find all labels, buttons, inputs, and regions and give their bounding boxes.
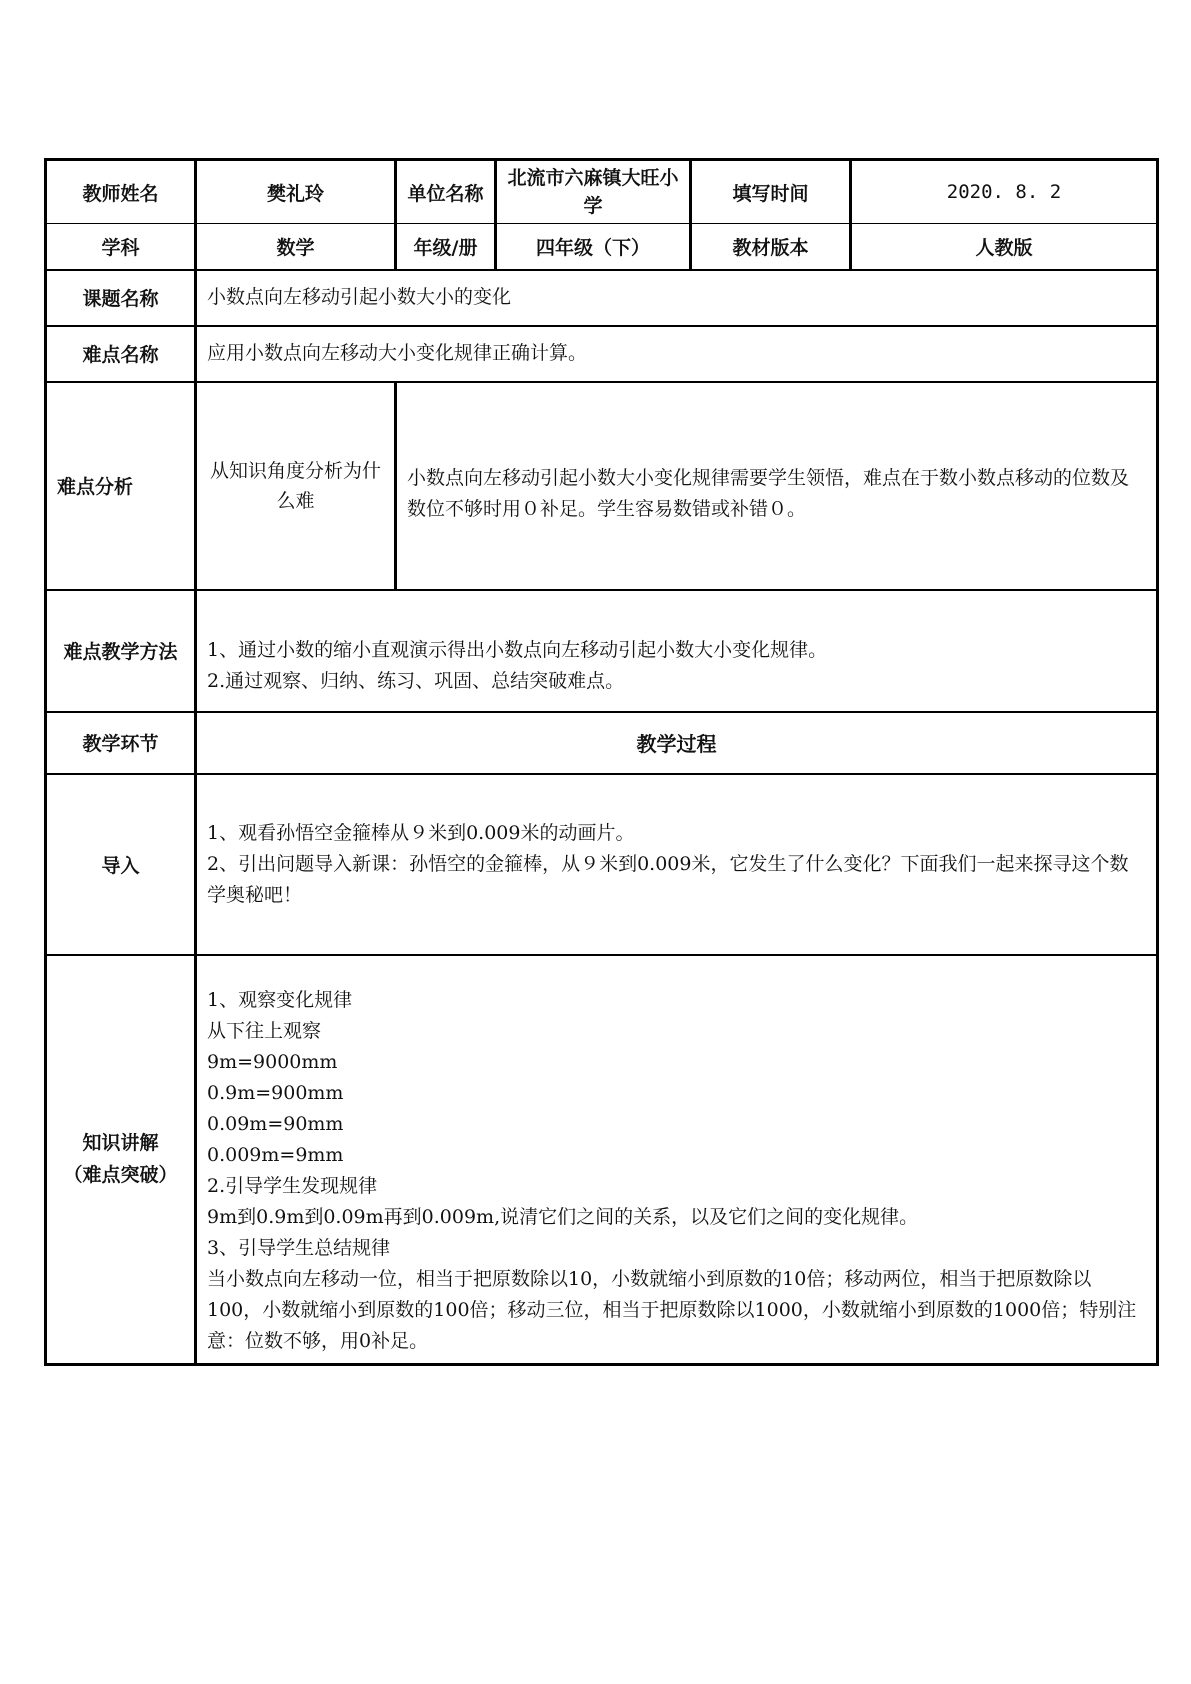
header-row-1 <box>46 160 1158 224</box>
knowledge-line: 当小数点向左移动一位，相当于把原数除以10，小数就缩小到原数的10倍；移动两位，相当于把原数除以100，小数就缩小到原数的100倍；移动三位，相当于把原数除以1000，小数就缩小到原数的1000倍；特别注意：位数不够，用0补足。 <box>207 1268 1137 1352</box>
intro-line: 1、观看孙悟空金箍棒从９米到0.009米的动画片。 <box>207 821 635 844</box>
knowledge-label-line2: （难点突破） <box>63 1164 178 1187</box>
knowledge-line: 0.09m=90mm <box>207 1113 344 1135</box>
knowledge-line: 3、引导学生总结规律 <box>207 1237 391 1259</box>
lesson-plan-table <box>44 158 1159 1366</box>
intro-label: 导入 <box>46 774 196 955</box>
method-label: 难点教学方法 <box>46 590 196 712</box>
method-line: 2.通过观察、归纳、练习、巩固、总结突破难点。 <box>207 669 625 692</box>
knowledge-line: 0.9m=900mm <box>207 1082 344 1104</box>
knowledge-label <box>46 955 196 1365</box>
knowledge-line: 0.009m=9mm <box>207 1144 344 1166</box>
process-title: 教学过程 <box>196 712 1158 774</box>
knowledge-line: 从下往上观察 <box>207 1020 322 1042</box>
knowledge-line: 9m=9000mm <box>207 1051 338 1073</box>
topic-label: 课题名称 <box>46 270 196 326</box>
intro-row <box>46 774 1158 955</box>
method-content <box>196 590 1158 712</box>
knowledge-line: 1、观察变化规律 <box>207 989 353 1011</box>
analysis-sub-label: 从知识角度分析为什么难 <box>196 382 396 590</box>
edition-value: 人教版 <box>851 224 1158 270</box>
unit-value: 北流市六麻镇大旺小学 <box>496 160 691 224</box>
teacher-label: 教师姓名 <box>46 160 196 224</box>
difficulty-row <box>46 326 1158 382</box>
analysis-row <box>46 382 1158 590</box>
grade-label: 年级/册 <box>396 224 496 270</box>
lesson-plan-document <box>44 158 1156 1366</box>
knowledge-label-line1: 知识讲解 <box>82 1132 159 1155</box>
edition-label: 教材版本 <box>691 224 851 270</box>
knowledge-line: 2.引导学生发现规律 <box>207 1175 378 1197</box>
intro-content <box>196 774 1158 955</box>
subject-label: 学科 <box>46 224 196 270</box>
topic-row <box>46 270 1158 326</box>
process-stage-label: 教学环节 <box>46 712 196 774</box>
method-row <box>46 590 1158 712</box>
knowledge-line: 9m到0.9m到0.09m再到0.009m,说清它们之间的关系，以及它们之间的变化规律。 <box>207 1206 919 1228</box>
time-value: 2020. 8. 2 <box>851 160 1158 224</box>
subject-value: 数学 <box>196 224 396 270</box>
knowledge-row <box>46 955 1158 1365</box>
process-header-row <box>46 712 1158 774</box>
analysis-label: 难点分析 <box>46 382 196 590</box>
time-label: 填写时间 <box>691 160 851 224</box>
difficulty-value: 应用小数点向左移动大小变化规律正确计算。 <box>196 326 1158 382</box>
knowledge-content <box>196 955 1158 1365</box>
difficulty-label: 难点名称 <box>46 326 196 382</box>
topic-value: 小数点向左移动引起小数大小的变化 <box>196 270 1158 326</box>
grade-value: 四年级（下） <box>496 224 691 270</box>
analysis-value: 小数点向左移动引起小数大小变化规律需要学生领悟，难点在于数小数点移动的位数及数位不够时用０补足。学生容易数错或补错０。 <box>396 382 1158 590</box>
teacher-value: 樊礼玲 <box>196 160 396 224</box>
intro-line: 2、引出问题导入新课：孙悟空的金箍棒，从９米到0.009米，它发生了什么变化？下面我们一起来探寻这个数学奥秘吧！ <box>207 852 1129 906</box>
unit-label: 单位名称 <box>396 160 496 224</box>
header-row-2 <box>46 224 1158 270</box>
method-line: 1、通过小数的缩小直观演示得出小数点向左移动引起小数大小变化规律。 <box>207 638 828 661</box>
